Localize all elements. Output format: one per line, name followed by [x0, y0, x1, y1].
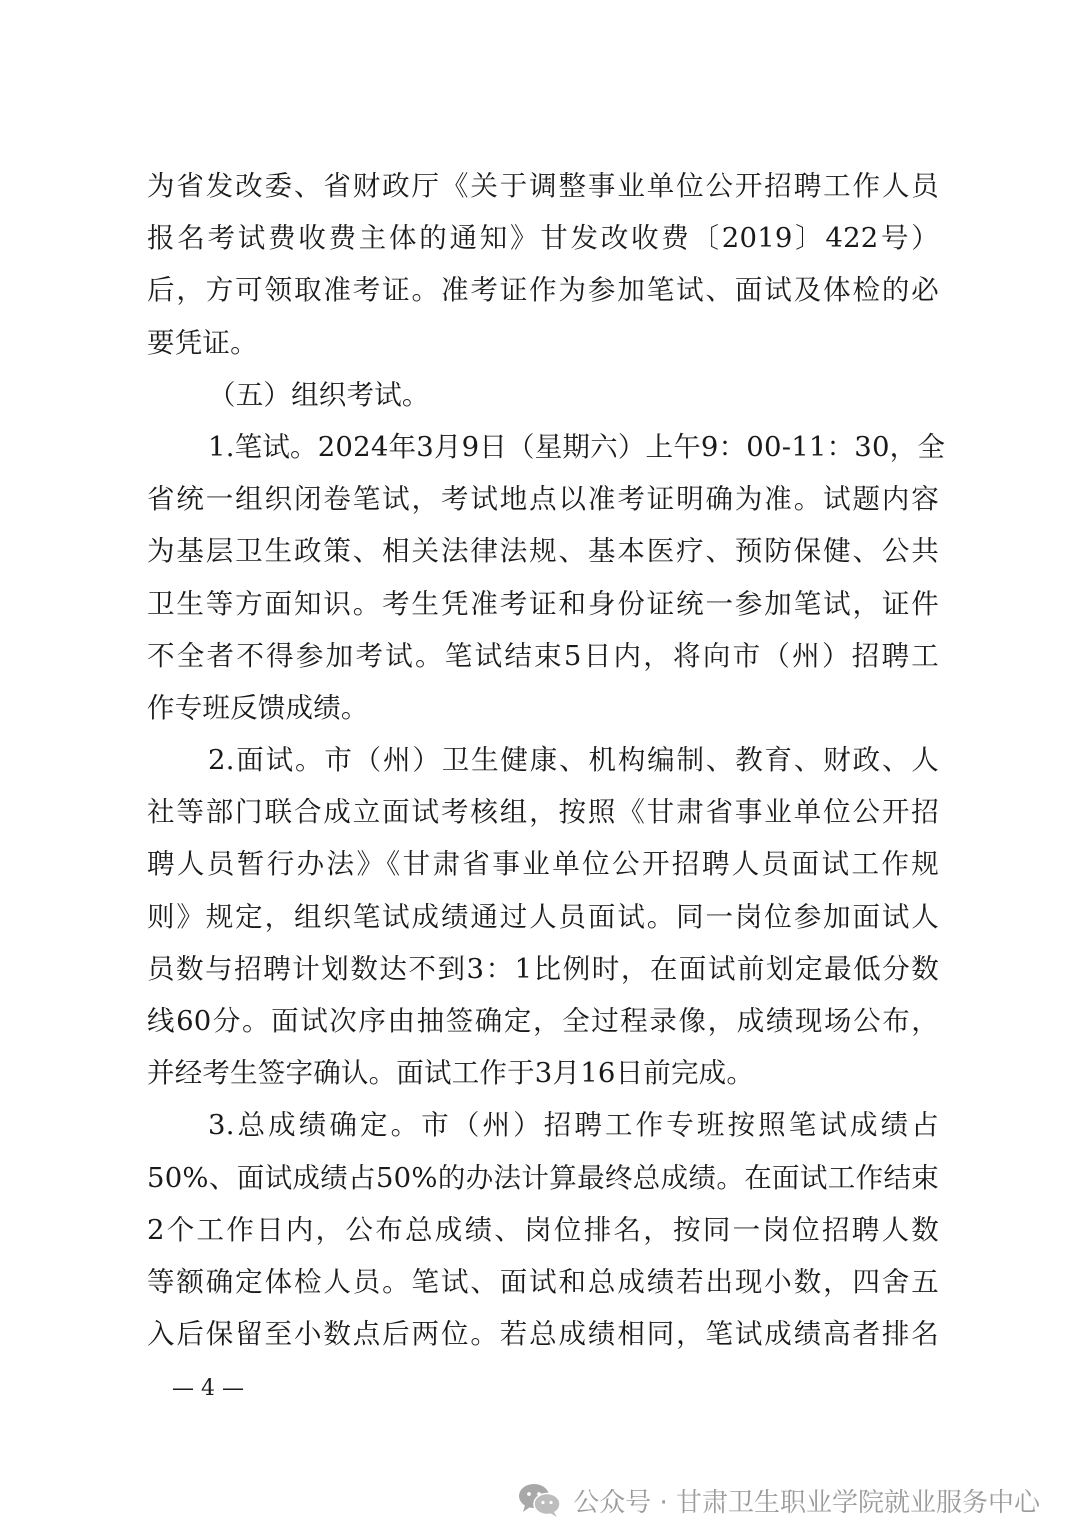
text-line: 1.笔试。2024年3月9日（星期六）上午9：00-11：30，全	[208, 430, 946, 463]
wechat-icon	[517, 1482, 563, 1518]
text-line: 要凭证。	[147, 326, 258, 359]
text-line: 作专班反馈成绩。	[147, 691, 369, 724]
text-line: 50%、面试成绩占50%的办法计算最终总成绩。在面试工作结束	[147, 1161, 939, 1194]
text-line: 为基层卫生政策、相关法律法规、基本医疗、预防保健、公共	[147, 535, 939, 568]
text-line: 后，方可领取准考证。准考证作为参加笔试、面试及体检的必	[147, 274, 939, 307]
text-line: 为省发改委、省财政厅《关于调整事业单位公开招聘工作人员	[147, 170, 939, 202]
text-line: 社等部门联合成立面试考核组，按照《甘肃省事业单位公开招	[147, 796, 939, 829]
watermark-text: 公众号 · 甘肃卫生职业学院就业服务中心	[573, 1487, 1040, 1518]
watermark	[517, 1480, 1040, 1520]
text-line: 则》规定，组织笔试成绩通过人员面试。同一岗位参加面试人	[147, 900, 939, 933]
text-line: 2.面试。市（州）卫生健康、机构编制、教育、财政、人	[208, 744, 939, 777]
text-line: 等额确定体检人员。笔试、面试和总成绩若出现小数，四舍五	[147, 1265, 939, 1298]
text-line: 聘人员暂行办法》《甘肃省事业单位公开招聘人员面试工作规	[147, 848, 939, 881]
text-line: 入后保留至小数点后两位。若总成绩相同，笔试成绩高者排名	[147, 1318, 939, 1351]
text-line: 员数与招聘计划数达不到3：1比例时，在面试前划定最低分数	[147, 952, 939, 985]
text-line: 不全者不得参加考试。笔试结束5日内，将向市（州）招聘工	[147, 639, 939, 672]
text-line: 线60分。面试次序由抽签确定，全过程录像，成绩现场公布，	[147, 1005, 939, 1037]
body-text	[147, 160, 946, 1360]
text-line: 并经考生签字确认。面试工作于3月16日前完成。	[147, 1057, 755, 1090]
text-line: 卫生等方面知识。考生凭准考证和身份证统一参加笔试，证件	[147, 587, 939, 620]
text-line: 2个工作日内，公布总成绩、岗位排名，按同一岗位招聘人数	[147, 1213, 939, 1246]
page-number: — 4 —	[172, 1376, 244, 1401]
text-line: 3.总成绩确定。市（州）招聘工作专班按照笔试成绩占	[208, 1109, 939, 1142]
section-heading: （五）组织考试。	[208, 378, 430, 411]
text-line: 报名考试费收费主体的通知》甘发改收费〔2019〕422号）	[147, 222, 939, 255]
text-line: 省统一组织闭卷笔试，考试地点以准考证明确为准。试题内容	[147, 483, 939, 516]
